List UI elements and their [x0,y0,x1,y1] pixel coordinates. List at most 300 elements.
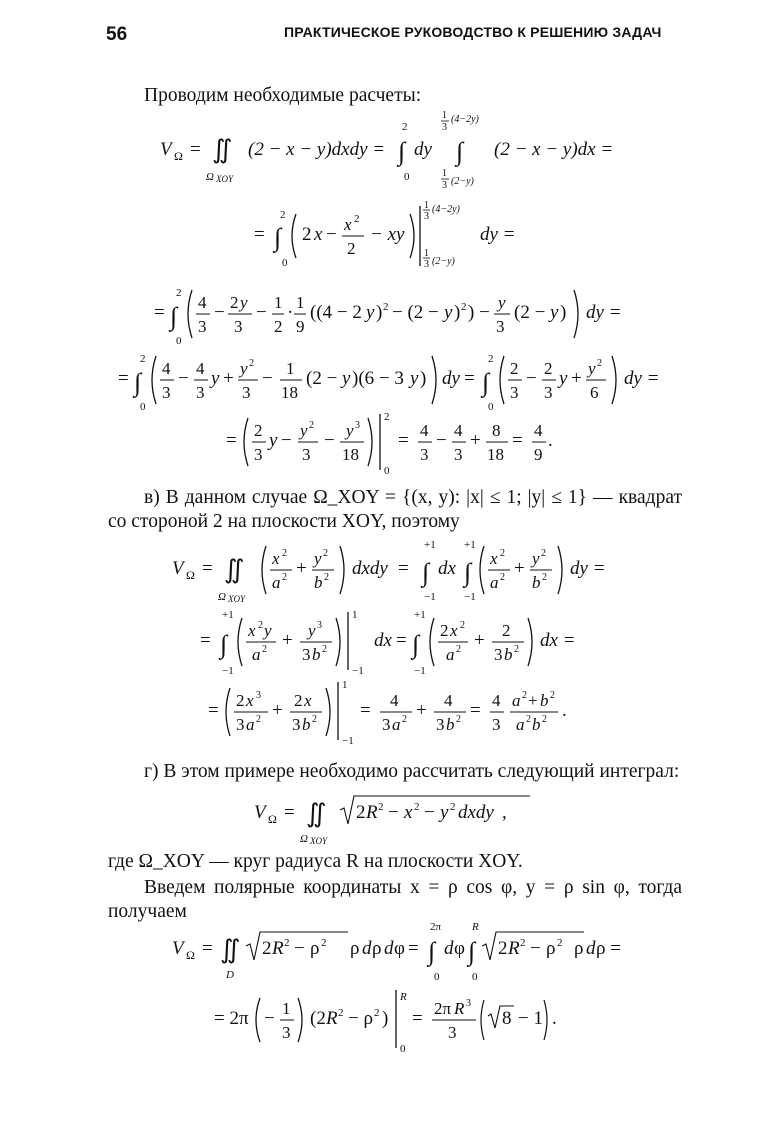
svg-text:4: 4 [162,359,171,378]
polar-intro-text: Введем полярные координаты x = ρ cos φ, y = ρ sin φ, тогда получаем [108,877,682,922]
svg-text:− 1: − 1 [518,1008,543,1029]
svg-text:3: 3 [466,998,471,1009]
svg-text:3: 3 [317,620,322,631]
svg-text:1: 1 [442,110,447,121]
svg-text:4: 4 [534,421,543,440]
svg-text:2: 2 [383,301,389,313]
svg-text:y: y [440,802,449,823]
svg-text:∫: ∫ [220,630,228,659]
svg-text:2: 2 [520,937,526,949]
svg-text:=: = [202,938,213,959]
equation-10 [172,920,622,991]
svg-text:+: + [296,558,307,579]
svg-text:.: . [552,1008,557,1029]
svg-text:− ρ: − ρ [348,1008,373,1029]
svg-text:(2 −: (2 − [514,302,546,323]
svg-text:−: − [526,368,537,389]
svg-text:3: 3 [236,715,245,734]
svg-text:=: = [396,630,407,651]
equation-5 [226,408,586,483]
svg-text:−: − [294,938,305,959]
svg-text:Ω: Ω [268,812,277,826]
svg-text:((4 − 2: ((4 − 2 [310,302,362,323]
svg-text:2: 2 [502,621,511,640]
svg-text:18: 18 [487,445,504,464]
svg-text:1: 1 [352,609,358,621]
svg-text:9: 9 [534,445,543,464]
svg-text:2: 2 [461,301,467,313]
svg-text:−1: −1 [342,735,354,747]
svg-text:3: 3 [544,383,553,402]
svg-text:b: b [504,645,513,664]
svg-text:3: 3 [424,259,429,270]
svg-text:x: x [450,621,458,640]
svg-text:2π: 2π [430,921,442,933]
svg-text:=: = [412,1008,423,1029]
svg-text:0: 0 [282,257,288,269]
svg-text:=: = [208,700,219,721]
svg-text:b: b [314,573,323,592]
svg-text:2: 2 [460,620,465,631]
svg-text:3: 3 [436,715,445,734]
svg-text:3: 3 [448,1023,457,1042]
svg-text:=: = [202,558,213,579]
svg-text:R: R [326,1008,338,1029]
svg-text:3: 3 [234,317,243,336]
svg-text:a: a [516,715,525,734]
svg-text:2: 2 [414,801,420,813]
svg-text:3: 3 [198,317,207,336]
equation-1 [160,108,630,195]
svg-text:4: 4 [390,691,399,710]
svg-text:(2−y): (2−y) [451,176,474,187]
svg-text:2: 2 [500,548,505,559]
svg-text:,: , [502,802,507,823]
svg-text:y: y [240,293,248,312]
svg-text:2: 2 [498,938,508,959]
svg-text:)(6 − 3: )(6 − 3 [352,368,404,389]
svg-text:2: 2 [550,690,555,701]
svg-text:R: R [400,991,407,1003]
svg-text:+: + [528,691,538,710]
svg-text:0: 0 [140,401,146,413]
svg-text:3: 3 [162,383,171,402]
svg-text:4: 4 [454,421,463,440]
svg-text:+: + [470,430,481,451]
svg-text:3: 3 [282,1023,291,1042]
svg-text:3: 3 [420,445,429,464]
svg-text:(4−2y): (4−2y) [451,114,479,125]
svg-text:=: = [398,558,409,579]
svg-text:2: 2 [309,420,314,431]
svg-text:−: − [214,302,225,323]
svg-text:.: . [548,430,553,451]
svg-text:2: 2 [282,548,287,559]
equation-3 [154,280,634,355]
part-g-text: г) В этом примере необходимо рассчитать следующий интеграл: [144,761,680,782]
svg-text:2: 2 [597,358,602,369]
svg-text:0: 0 [176,335,182,347]
svg-text:(2: (2 [310,1008,326,1029]
svg-text:−: − [256,302,267,323]
svg-text:+: + [272,700,283,721]
svg-text:a: a [392,715,401,734]
svg-text:18: 18 [342,445,359,464]
svg-text:y: y [269,430,278,451]
svg-text:3: 3 [196,383,205,402]
svg-text:3: 3 [494,645,503,664]
svg-text:−: − [424,802,435,823]
svg-text:ρ: ρ [574,938,584,959]
svg-text:−1: −1 [222,665,234,677]
svg-text:3: 3 [256,690,261,701]
svg-text:Ω: Ω [186,568,195,582]
svg-text:2: 2 [402,714,407,725]
svg-text:·: · [287,302,294,323]
svg-text:3: 3 [442,122,447,133]
svg-text:−1: −1 [464,591,476,603]
svg-text:.: . [562,700,567,721]
svg-text:2: 2 [230,293,239,312]
svg-text:=: = [408,938,419,959]
svg-text:): ) [454,302,461,323]
svg-text:ρ =: ρ = [596,938,621,959]
svg-text:3: 3 [382,715,391,734]
svg-text:∫: ∫ [482,368,490,397]
svg-text:+: + [514,558,525,579]
svg-text:a: a [490,573,499,592]
svg-text:∬: ∬ [212,135,233,164]
svg-text:dx: dx [438,558,456,579]
svg-text:∫: ∫ [422,558,430,587]
part-v-text: в) В данном случае Ω_XOY = {(x, y): |x| ≤ 1; |y| ≤ 1} — квадрат со стороной 2 на плоскости XOY, поэтому [108,487,682,532]
svg-text:3: 3 [292,715,301,734]
svg-text:R: R [454,999,465,1018]
svg-text:+: + [416,700,427,721]
equation-7 [200,606,600,685]
svg-text:2: 2 [557,937,563,949]
svg-text:x: x [404,802,413,823]
svg-text:+: + [474,630,485,651]
svg-text:dy =: dy = [570,558,606,579]
running-title: ПРАКТИЧЕСКОЕ РУКОВОДСТВО К РЕШЕНИЮ ЗАДАЧ [284,24,662,40]
svg-text:y: y [532,549,540,568]
svg-text:x: x [248,621,256,640]
svg-text:8: 8 [492,421,501,440]
svg-text:dxdy: dxdy [352,558,388,579]
svg-text:=: = [470,700,481,721]
svg-text:2: 2 [522,690,527,701]
svg-text:Ω: Ω [186,948,195,962]
svg-text:XOY: XOY [228,594,246,604]
svg-text:y: y [240,359,248,378]
svg-text:ρ: ρ [372,938,382,959]
svg-text:2: 2 [440,621,449,640]
svg-text:−: − [326,224,337,245]
svg-text:R: R [508,938,520,959]
svg-text:−1: −1 [352,665,364,677]
svg-text:2: 2 [542,714,547,725]
svg-text:18: 18 [281,383,298,402]
svg-text:b: b [302,715,311,734]
equation-2 [254,196,534,277]
svg-text:∫: ∫ [464,558,472,587]
svg-text:a: a [446,645,455,664]
svg-text:x: x [344,215,352,234]
svg-text:b: b [312,645,321,664]
svg-text:2: 2 [456,714,461,725]
svg-text:y: y [498,293,506,312]
svg-text:2: 2 [236,691,245,710]
svg-text:3: 3 [355,420,360,431]
svg-text:(4−2y): (4−2y) [432,204,460,215]
svg-text:2: 2 [254,421,263,440]
svg-text:−: − [324,430,335,451]
svg-text:3: 3 [254,445,263,464]
svg-text:d: d [384,938,394,959]
svg-text:2: 2 [280,209,286,221]
svg-text:2: 2 [324,572,329,583]
svg-text:1: 1 [342,679,348,691]
svg-text:+1: +1 [414,609,426,621]
svg-text:2: 2 [514,644,519,655]
svg-text:=: = [190,139,201,160]
svg-text:2: 2 [322,644,327,655]
svg-text:y: y [211,368,220,389]
svg-text:2: 2 [312,714,317,725]
svg-text:2: 2 [274,317,283,336]
svg-text:dy: dy [414,139,432,160]
svg-text:x: x [272,549,280,568]
svg-text:3: 3 [492,715,501,734]
svg-text:=: = [512,430,523,451]
equation-11 [214,984,574,1059]
equation-9 [254,788,554,853]
svg-text:3: 3 [454,445,463,464]
svg-text:y: y [264,621,272,640]
svg-text:R: R [366,802,378,823]
svg-text:y: y [308,621,316,640]
svg-text:Ω: Ω [300,833,308,845]
svg-text:2: 2 [456,644,461,655]
svg-text:y: y [366,302,375,323]
svg-text:=: = [118,368,129,389]
svg-text:−1: −1 [424,591,436,603]
svg-text:2: 2 [542,572,547,583]
circle-note-text: где Ω_XOY — круг радиуса R на плоскости XOY. [108,851,523,872]
svg-text:9: 9 [296,317,305,336]
svg-text:3: 3 [496,317,505,336]
svg-text:ρ: ρ [350,938,360,959]
svg-text:Ω: Ω [174,149,183,163]
svg-text:4: 4 [198,293,207,312]
svg-text:dxdy: dxdy [458,802,494,823]
svg-text:= 2π: = 2π [214,1008,249,1029]
svg-text:0: 0 [384,465,390,477]
svg-text:3: 3 [242,383,251,402]
svg-text:=: = [154,302,165,323]
svg-text:2: 2 [354,213,360,225]
svg-text:dy: dy [442,368,460,389]
svg-text:2: 2 [284,937,290,949]
svg-text:2: 2 [450,801,456,813]
svg-text:φ: φ [454,938,465,959]
svg-text:−: − [388,802,399,823]
svg-text:− (2 −: − (2 − [392,302,439,323]
svg-text:6: 6 [590,383,599,402]
svg-text:2: 2 [294,691,303,710]
svg-text:Ω: Ω [206,171,214,183]
svg-text:1: 1 [282,999,291,1018]
svg-text:): ) [560,302,567,323]
svg-text:−: − [530,938,541,959]
svg-text:2: 2 [176,287,182,299]
svg-text:1: 1 [296,293,305,312]
svg-text:2: 2 [544,359,553,378]
svg-text:ρ: ρ [546,938,556,959]
svg-text:2: 2 [258,620,263,631]
svg-text:ρ: ρ [310,938,320,959]
svg-text:2: 2 [302,224,312,245]
svg-text:+1: +1 [424,539,436,551]
svg-text:(2−y): (2−y) [432,256,455,267]
svg-text:b: b [540,691,549,710]
svg-text:2π: 2π [434,999,452,1018]
svg-text:x: x [490,549,498,568]
svg-text:+: + [223,368,234,389]
svg-text:) −: ) − [468,302,490,323]
svg-text:): ) [376,302,383,323]
svg-text:(2 − x − y)dx =: (2 − x − y)dx = [494,139,614,160]
svg-text:y: y [314,549,322,568]
intro-text: Проводим необходимые расчеты: [144,85,422,106]
svg-text:∬: ∬ [306,799,327,828]
svg-text:1: 1 [424,248,429,259]
svg-text:V: V [160,139,172,160]
svg-text:2: 2 [500,572,505,583]
svg-text:V: V [172,558,184,579]
svg-text:− xy: − xy [370,224,405,245]
svg-text:XOY: XOY [216,174,234,184]
svg-text:−: − [178,368,189,389]
svg-text:1: 1 [274,293,283,312]
svg-text:2: 2 [541,548,546,559]
svg-text:2: 2 [262,938,272,959]
svg-text:3: 3 [442,180,447,191]
svg-text:y: y [300,421,308,440]
svg-text:2: 2 [282,572,287,583]
svg-text:): ) [382,1008,389,1029]
svg-text:2: 2 [323,548,328,559]
svg-text:4: 4 [444,691,453,710]
svg-text:2: 2 [510,359,519,378]
svg-text:dy =: dy = [624,368,660,389]
svg-text:b: b [446,715,455,734]
svg-text:−: − [281,430,292,451]
svg-text:8: 8 [502,1008,512,1029]
svg-text:(2 − x − y)dxdy =: (2 − x − y)dxdy = [248,139,386,160]
svg-text:R: R [272,938,284,959]
svg-text:): ) [420,368,427,389]
svg-text:=: = [226,430,237,451]
svg-text:+: + [571,368,582,389]
svg-text:4: 4 [420,421,429,440]
svg-text:y: y [410,368,419,389]
svg-text:−: − [264,1008,275,1029]
svg-text:R: R [472,921,479,933]
svg-text:+1: +1 [464,539,476,551]
svg-text:dx: dx [374,630,392,651]
svg-text:2: 2 [526,714,531,725]
svg-text:a: a [512,691,521,710]
svg-text:=: = [464,368,475,389]
svg-text:φ: φ [394,938,405,959]
svg-text:y: y [550,302,559,323]
svg-text:dy =: dy = [480,224,516,245]
svg-text:y: y [444,302,453,323]
svg-text:dx =: dx = [540,630,576,651]
svg-text:0: 0 [434,971,440,983]
svg-text:∫: ∫ [412,630,420,659]
svg-text:∫: ∫ [398,137,406,166]
equation-8 [208,676,598,753]
svg-text:∫: ∫ [134,368,142,397]
svg-text:3: 3 [510,383,519,402]
svg-text:a: a [246,715,255,734]
svg-text:V: V [254,802,266,823]
svg-text:∫: ∫ [274,223,282,252]
svg-text:y: y [559,368,568,389]
svg-text:2: 2 [140,353,146,365]
svg-text:2: 2 [402,121,408,133]
svg-text:−: − [262,368,273,389]
svg-text:(2 −: (2 − [306,368,338,389]
svg-text:1: 1 [286,359,295,378]
svg-text:XOY: XOY [310,836,328,846]
svg-text:D: D [226,969,234,981]
svg-text:∫: ∫ [468,937,476,966]
svg-text:x: x [304,691,312,710]
svg-text:d: d [362,938,372,959]
svg-text:4: 4 [492,691,501,710]
page-number: 56 [106,24,128,45]
svg-text:y: y [588,359,596,378]
svg-text:1: 1 [424,200,429,211]
svg-text:+1: +1 [222,609,234,621]
svg-text:V: V [172,938,184,959]
svg-text:Ω: Ω [218,591,226,603]
svg-text:2: 2 [262,644,267,655]
svg-text:1: 1 [442,168,447,179]
svg-text:2: 2 [321,937,327,949]
svg-text:∫: ∫ [428,937,436,966]
svg-text:3: 3 [424,211,429,222]
svg-text:d: d [586,938,596,959]
svg-text:0: 0 [488,401,494,413]
svg-text:2: 2 [356,802,366,823]
svg-text:d: d [444,938,454,959]
svg-text:2: 2 [249,358,254,369]
svg-text:0: 0 [404,171,410,183]
svg-text:a: a [272,573,281,592]
svg-text:∫: ∫ [170,302,178,331]
svg-text:y: y [346,421,354,440]
svg-text:2: 2 [378,801,384,813]
svg-text:2: 2 [256,714,261,725]
svg-text:b: b [532,715,541,734]
svg-text:0: 0 [472,971,478,983]
svg-text:=: = [398,430,409,451]
